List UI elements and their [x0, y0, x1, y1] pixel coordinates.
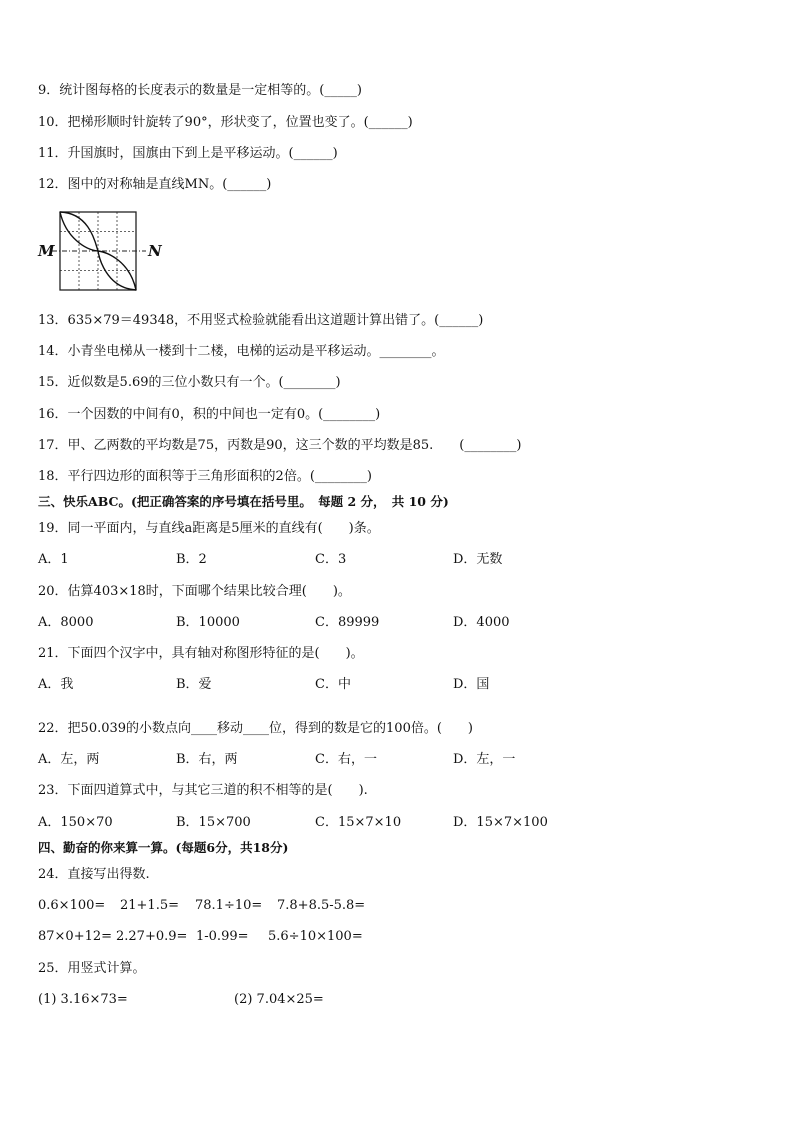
q23-option-d: D．15×7×100: [453, 815, 548, 830]
q23-option-b: B．15×700: [176, 815, 251, 830]
question-22: 22．把50.039的小数点向____移动____位，得到的数是它的100倍。( ): [38, 721, 473, 736]
q20-option-b: B．10000: [176, 615, 240, 630]
q20-option-c: C．89999: [315, 615, 380, 630]
q25-item-2: (2) 7.04×25=: [234, 992, 324, 1007]
q21-option-d: D．国: [453, 677, 490, 692]
q23-option-c: C．15×7×10: [315, 815, 402, 830]
question-23: 23．下面四道算式中，与其它三道的积不相等的是( ).: [38, 783, 368, 798]
q24-calc-2: 21+1.5=: [120, 898, 180, 913]
question-25: 25．用竖式计算。: [38, 961, 146, 976]
question-18: 18．平行四边形的面积等于三角形面积的2倍。(________): [38, 469, 372, 484]
question-9: 9．统计图每格的长度表示的数量是一定相等的。(_____): [38, 83, 362, 98]
q19-option-a: A．1: [38, 552, 69, 567]
q24-calc-6: 2.27+0.9=: [116, 929, 188, 944]
q21-option-c: C．中: [315, 677, 351, 692]
q19-option-b: B．2: [176, 552, 207, 567]
question-21: 21．下面四个汉字中，具有轴对称图形特征的是( )。: [38, 646, 364, 661]
question-17: 17．甲、乙两数的平均数是75，丙数是90，这三个数的平均数是85. (________): [38, 438, 522, 453]
q24-calc-5: 87×0+12=: [38, 929, 113, 944]
question-12: 12．图中的对称轴是直线MN。(______): [38, 177, 272, 192]
q22-option-b: B．右，两: [176, 752, 238, 767]
q24-calc-8: 5.6÷10×100=: [268, 929, 363, 944]
question-10: 10．把梯形顺时针旋转了90°，形状变了，位置也变了。(______): [38, 115, 413, 130]
symmetry-grid-figure: [36, 210, 166, 294]
q20-option-a: A．8000: [38, 615, 94, 630]
q22-option-d: D．左，一: [453, 752, 516, 767]
q24-calc-3: 78.1÷10=: [195, 898, 263, 913]
label-n: N: [148, 242, 162, 260]
question-16: 16．一个因数的中间有0，积的中间也一定有0。(________): [38, 407, 381, 422]
q20-option-d: D．4000: [453, 615, 510, 630]
section-3-heading: 三、快乐ABC。(把正确答案的序号填在括号里。 每题 2 分， 共 10 分): [38, 494, 449, 509]
q24-calc-1: 0.6×100=: [38, 898, 106, 913]
q21-option-b: B．爱: [176, 677, 212, 692]
question-13: 13．635×79＝49348，不用竖式检验就能看出这道题计算出错了。(______): [38, 313, 484, 328]
label-m: M: [38, 242, 55, 260]
q19-option-d: D．无数: [453, 552, 503, 567]
section-4-heading: 四、勤奋的你来算一算。(每题6分，共18分): [38, 840, 289, 855]
q24-calc-4: 7.8+8.5-5.8=: [277, 898, 366, 913]
q23-option-a: A．150×70: [38, 815, 113, 830]
question-11: 11．升国旗时，国旗由下到上是平移运动。(______): [38, 146, 338, 161]
question-15: 15．近似数是5.69的三位小数只有一个。(________): [38, 375, 341, 390]
q22-option-c: C．右，一: [315, 752, 377, 767]
question-20: 20．估算403×18时，下面哪个结果比较合理( )。: [38, 584, 351, 599]
question-24: 24．直接写出得数.: [38, 867, 150, 882]
q25-item-1: (1) 3.16×73=: [38, 992, 128, 1007]
question-19: 19．同一平面内，与直线a距离是5厘米的直线有( )条。: [38, 521, 380, 536]
q21-option-a: A．我: [38, 677, 74, 692]
q24-calc-7: 1-0.99=: [196, 929, 249, 944]
q19-option-c: C．3: [315, 552, 347, 567]
question-14: 14．小青坐电梯从一楼到十二楼，电梯的运动是平移运动。________。: [38, 344, 445, 359]
q22-option-a: A．左，两: [38, 752, 100, 767]
